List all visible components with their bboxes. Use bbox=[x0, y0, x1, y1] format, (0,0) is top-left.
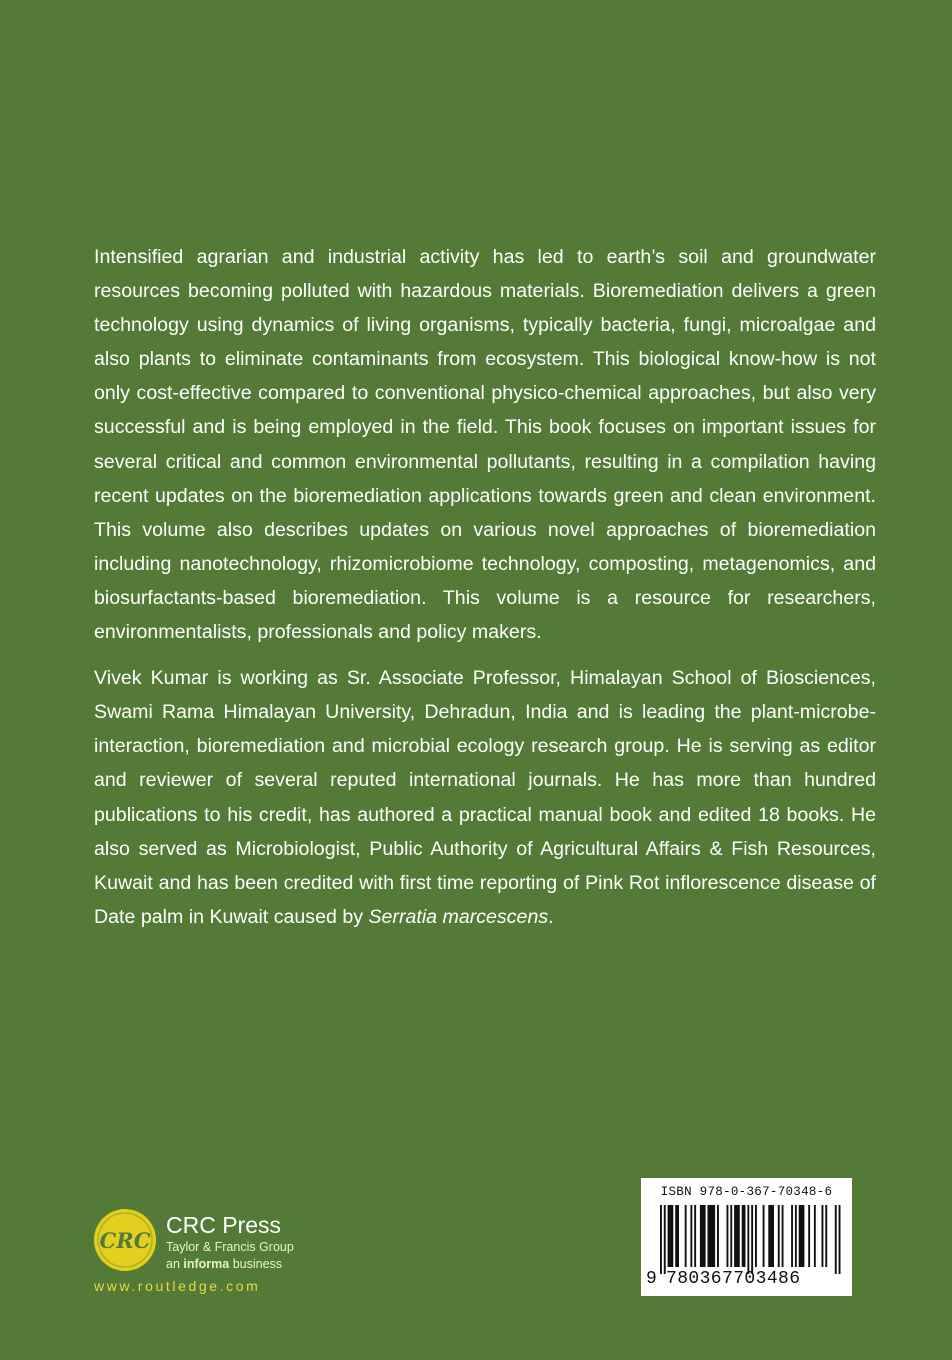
barcode-bar bbox=[791, 1205, 793, 1267]
barcode-bar bbox=[694, 1205, 696, 1267]
barcode-guard-bar bbox=[839, 1205, 841, 1274]
barcode-bar bbox=[799, 1205, 805, 1267]
isbn-barcode bbox=[641, 1178, 852, 1296]
author-bio-end: . bbox=[548, 905, 554, 928]
barcode-bar bbox=[808, 1205, 810, 1267]
barcode-bar bbox=[700, 1205, 706, 1267]
barcode-bar bbox=[727, 1205, 729, 1267]
species-name: Serratia marcescens bbox=[368, 905, 549, 928]
barcode-bar bbox=[668, 1205, 674, 1267]
barcode-bar bbox=[825, 1205, 827, 1267]
business-suffix: business bbox=[229, 1257, 283, 1271]
barcode-bar bbox=[685, 1205, 687, 1267]
barcode-bar bbox=[755, 1205, 757, 1267]
author-bio-text: Vivek Kumar is working as Sr. Associate Professor, Himalayan School of Biosciences, Swami Rama Himalayan University, Dehradun, India and is leading the plant-microbe-interaction, bioremediation and microbial ecology research group. He is serving as editor and reviewer of several reputed international journals. He has more than hundred publications to his credit, has authored a practical manual book and edited 18 books. He also served as Microbiologist, Public Authority of Agricultural Affairs & Fish Resources, Kuwait and has been credited with first time reporting of Pink Rot inflorescence disease of Date palm in Kuwait caused by bbox=[94, 667, 876, 928]
barcode-digits: 780367703486 bbox=[666, 1269, 801, 1289]
barcode-first-digit: 9 bbox=[646, 1269, 657, 1289]
crc-logo-text: CRC bbox=[99, 1228, 151, 1253]
barcode-bar bbox=[734, 1205, 740, 1267]
publisher-block bbox=[92, 1207, 352, 1303]
barcode-bar bbox=[730, 1205, 732, 1267]
barcode-guard-bar bbox=[664, 1205, 666, 1274]
barcode-bar bbox=[822, 1205, 824, 1267]
barcode-guard-bar bbox=[660, 1205, 662, 1274]
barcode-bar bbox=[795, 1205, 797, 1267]
barcode-bar bbox=[763, 1205, 765, 1267]
barcode-bar bbox=[814, 1205, 816, 1267]
publisher-business bbox=[166, 1257, 282, 1272]
barcode-guard-bar bbox=[747, 1205, 749, 1274]
publisher-name: CRC Press bbox=[166, 1212, 282, 1238]
publisher-website: www.routledge.com bbox=[94, 1278, 261, 1294]
back-cover-blurb bbox=[94, 240, 876, 946]
isbn-label: ISBN 978-0-367-70348-6 bbox=[660, 1185, 833, 1199]
barcode-bar bbox=[782, 1205, 784, 1267]
barcode-bar bbox=[742, 1205, 746, 1267]
barcode-bar bbox=[675, 1205, 679, 1267]
publisher-group: Taylor & Francis Group bbox=[166, 1240, 294, 1254]
barcode-bar bbox=[708, 1205, 716, 1267]
barcode-bar bbox=[690, 1205, 692, 1267]
barcode-bar bbox=[768, 1205, 774, 1267]
business-prefix: an bbox=[166, 1257, 184, 1271]
author-bio bbox=[94, 661, 876, 934]
barcode-guard-bar bbox=[835, 1205, 837, 1274]
book-description: Intensified agrarian and industrial activity has led to earth’s soil and groundwater resources becoming polluted with hazardous materials. Bioremediation delivers a green technology using dynamics of living organisms, typically bacteria, fungi, microalgae and also plants to eliminate contaminants from ecosystem. This biological know-how is not only cost-effective compared to conventional physico-chemical approaches, but also very successful and is being employed in the field. This book focuses on important issues for several critical and common environmental pollutants, resulting in a compilation having recent updates on the bioremediation applications towards green and clean environment. This volume also describes updates on various novel approaches of bioremediation including nanotechnology, rhizomicrobiome technology, composting, metagenomics, and biosurfactants-based bioremediation. This volume is a resource for researchers, environmentalists, professionals and policy makers. bbox=[94, 246, 876, 644]
barcode-bar bbox=[778, 1205, 780, 1267]
crc-logo bbox=[92, 1207, 158, 1273]
business-brand: informa bbox=[183, 1257, 230, 1271]
barcode-bar bbox=[717, 1205, 719, 1267]
barcode-guard-bar bbox=[751, 1205, 753, 1274]
